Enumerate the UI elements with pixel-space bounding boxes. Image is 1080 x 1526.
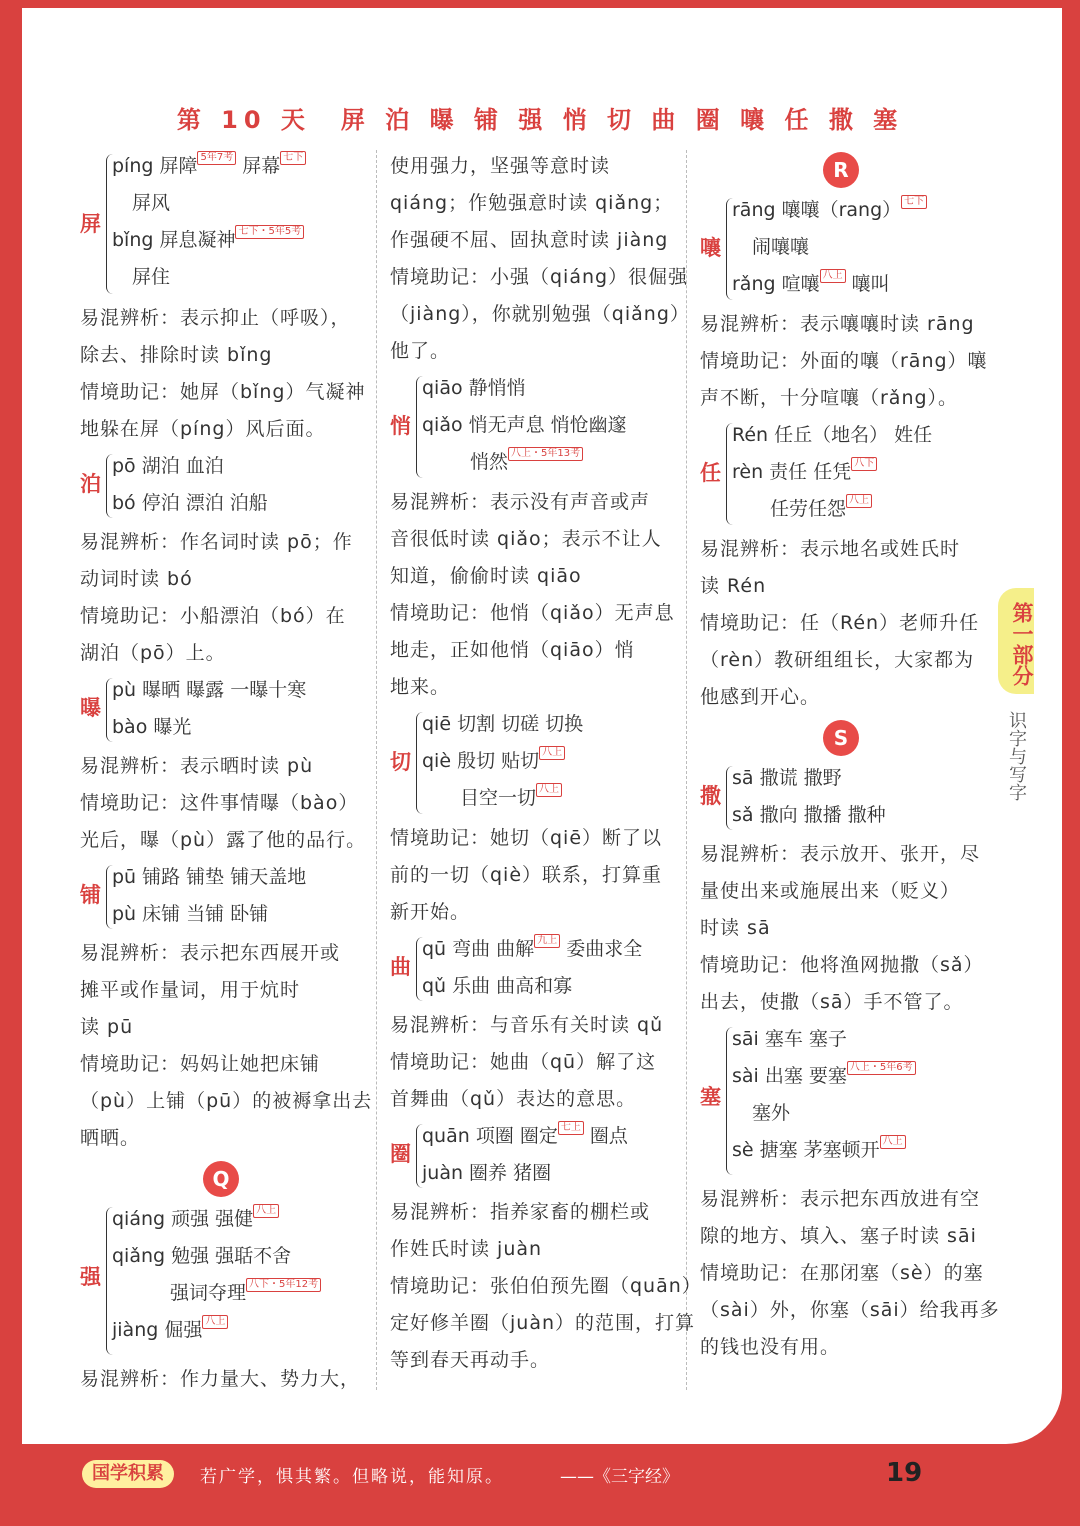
- footer: [0, 1452, 1080, 1496]
- footer-quote: 若广学，惧其繁。但略说，能知原。: [200, 1467, 504, 1487]
- tag: 八上: [202, 1315, 228, 1329]
- note-line: 除去、排除时读 bǐng: [80, 344, 273, 366]
- reading: sài 出塞 要塞: [732, 1065, 847, 1087]
- reading: qiē 切割 切磋 切换: [422, 713, 584, 735]
- note-line: 情境助记：任（Rén）老师升任: [700, 612, 980, 634]
- tag: 七下: [280, 151, 306, 165]
- note-line: 情境助记：他将渔网抛撒（sǎ）: [700, 954, 984, 976]
- note-line: 情境助记：张伯伯预先圈（quān）: [390, 1275, 702, 1297]
- tag: 八上: [880, 1135, 906, 1149]
- note-line: 情境助记：这件事情曝（bào）: [80, 792, 359, 814]
- entry-char: 圈: [390, 1142, 411, 1166]
- reading: sāi 塞车 塞子: [732, 1028, 847, 1050]
- tag: 八上: [820, 269, 846, 283]
- reading: 任劳任怨: [770, 498, 847, 520]
- note-line: 声不断，十分喧嚷（rǎng）。: [700, 387, 959, 409]
- entry-sai: [700, 1021, 982, 1181]
- note-line: qiáng；作勉强意时读 qiǎng；: [390, 192, 674, 214]
- brace: [726, 198, 733, 300]
- note-line: 易混辨析：表示把东西放进有空: [700, 1188, 981, 1210]
- reading: bǐng 屏息凝神: [112, 229, 236, 251]
- note-line: （rèn）教研组组长，大家都为: [700, 649, 975, 671]
- note-line: 前的一切（qiè）联系，打算重: [390, 864, 663, 886]
- note-line: 情境助记：他悄（qiǎo）无声息: [390, 602, 675, 624]
- entry-ping: [80, 148, 362, 300]
- note-line: 易混辨析：表示把东西展开或: [80, 942, 341, 964]
- entry-qie: [390, 706, 680, 820]
- brace: [106, 678, 113, 742]
- reading: 委曲求全: [566, 938, 643, 960]
- brace: [726, 766, 733, 830]
- note-line: 情境助记：她曲（qū）解了这: [390, 1051, 657, 1073]
- note-line: 读 Rén: [700, 575, 767, 597]
- note-line: 首舞曲（qǔ）表达的意思。: [390, 1088, 637, 1110]
- tag: 八上・5年13考: [508, 447, 583, 461]
- reading: bào 曝光: [112, 716, 192, 738]
- note-line: 地来。: [390, 676, 451, 698]
- reading: qiǎo 悄无声息 悄怆幽邃: [422, 414, 627, 436]
- tag: 九上: [534, 934, 560, 948]
- reading: 悄然: [470, 451, 509, 473]
- note-line: 音很低时读 qiǎo；表示不让人: [390, 528, 662, 550]
- note-line: 情境助记：在那闭塞（sè）的塞: [700, 1262, 984, 1284]
- reading: 屏住: [132, 266, 171, 288]
- reading: píng 屏障: [112, 155, 198, 177]
- entry-quan: [390, 1118, 680, 1194]
- entry-rang: [700, 192, 982, 306]
- reading: 塞外: [752, 1102, 791, 1124]
- entry-pu: [80, 672, 362, 748]
- entry-char: 任: [700, 461, 721, 485]
- reading: bó 停泊 漂泊 泊船: [112, 492, 268, 514]
- note-line: 易混辨析：表示没有声音或声: [390, 491, 651, 513]
- footer-badge: 国学积累: [82, 1460, 174, 1488]
- reading: qǔ 乐曲 曲高和寡: [422, 975, 573, 997]
- reading: rāng 嚷嚷（rang）: [732, 199, 902, 221]
- brace: [416, 1124, 423, 1188]
- reading: Rén 任丘（地名） 姓任: [732, 424, 933, 446]
- note-line: 隙的地方、填入、塞子时读 sāi: [700, 1225, 977, 1247]
- frame: [0, 0, 1080, 8]
- entry-sa: [700, 760, 982, 836]
- note-line: 湖泊（pō）上。: [80, 642, 226, 664]
- footer-source: ——《三字经》: [560, 1467, 679, 1487]
- tag: 八上・5年6考: [847, 1061, 916, 1075]
- reading: 屏风: [132, 192, 171, 214]
- reading: quān 项圈 圈定: [422, 1125, 558, 1147]
- note-line: 易混辨析：表示地名或姓氏时: [700, 538, 961, 560]
- brace: [416, 712, 423, 814]
- entry-char: 泊: [80, 472, 101, 496]
- entry-qiang: [80, 1201, 362, 1361]
- letter-badge: S: [823, 720, 859, 756]
- note-line: 易混辨析：表示抑止（呼吸），: [80, 307, 351, 329]
- entry-bo: [80, 448, 362, 524]
- brace: [106, 1207, 113, 1355]
- reading: 圈点: [589, 1125, 628, 1147]
- note-line: 情境助记：外面的嚷（rāng）嚷: [700, 350, 988, 372]
- entry-char: 屏: [80, 212, 101, 236]
- entry-char: 铺: [80, 883, 101, 907]
- note-line: 时读 sā: [700, 917, 771, 939]
- reading: pō 湖泊 血泊: [112, 455, 224, 477]
- note-line: 摊平或作量词，用于炕时: [80, 979, 301, 1001]
- note-line: 光后，曝（pù）露了他的品行。: [80, 829, 367, 851]
- tag: 八上: [539, 746, 565, 760]
- note-line: 新开始。: [390, 901, 471, 923]
- note-line: 知道，偷偷时读 qiāo: [390, 565, 582, 587]
- note-line: 易混辨析：与音乐有关时读 qǔ: [390, 1014, 664, 1036]
- note-line: 情境助记：妈妈让她把床铺: [80, 1053, 321, 1075]
- note-line: 地走，正如他悄（qiāo）悄: [390, 639, 635, 661]
- reading: pū 铺路 铺垫 铺天盖地: [112, 866, 307, 888]
- entry-qiao: [390, 370, 680, 484]
- reading: rǎng 喧嚷: [732, 273, 820, 295]
- brace: [726, 423, 733, 525]
- reading: rèn 责任 任凭: [732, 461, 852, 483]
- reading: qiāo 静悄悄: [422, 377, 526, 399]
- note-line: 量使出来或施展出来（贬义）: [700, 880, 961, 902]
- reading: 强词夺理: [170, 1282, 247, 1304]
- entry-char: 悄: [390, 414, 411, 438]
- brace: [106, 154, 113, 294]
- divider: [376, 150, 377, 1390]
- reading: sè 搪塞 茅塞顿开: [732, 1139, 880, 1161]
- note-line: 作姓氏时读 juàn: [390, 1238, 543, 1260]
- note-line: 情境助记：小船漂泊（bó）在: [80, 605, 346, 627]
- reading: qiè 殷切 贴切: [422, 750, 540, 772]
- reading: qiǎng 勉强 强聒不舍: [112, 1245, 292, 1267]
- brace: [726, 1027, 733, 1175]
- entry-pu2: [80, 859, 362, 935]
- tag: 八上: [253, 1204, 279, 1218]
- brace: [416, 937, 423, 1001]
- reading: 屏幕: [242, 155, 281, 177]
- page-number: 19: [886, 1458, 923, 1488]
- note-line: 易混辨析：作名词时读 pō；作: [80, 531, 353, 553]
- note-line: 作强硬不屈、固执意时读 jiàng: [390, 229, 669, 251]
- reading: 目空一切: [460, 787, 537, 809]
- divider: [686, 150, 687, 1390]
- entry-qu: [390, 931, 680, 1007]
- reading: pù 曝晒 曝露 一曝十寒: [112, 679, 307, 701]
- tag: 七下: [901, 195, 927, 209]
- entry-char: 嚷: [700, 236, 721, 260]
- entry-char: 撒: [700, 784, 721, 808]
- reading: juàn 圈养 猪圈: [422, 1162, 552, 1184]
- note-line: 易混辨析：表示放开、张开，尽: [700, 843, 981, 865]
- note-line: 他感到开心。: [700, 686, 821, 708]
- note-line: 定好修羊圈（juàn）的范围，打算: [390, 1312, 696, 1334]
- brace: [106, 454, 113, 518]
- letter-badge: R: [823, 152, 859, 188]
- note-line: 的钱也没有用。: [700, 1336, 841, 1358]
- reading: sā 撒谎 撒野: [732, 767, 842, 789]
- tag: 八下: [851, 457, 877, 471]
- reading: qū 弯曲 曲解: [422, 938, 535, 960]
- note-line: 易混辨析：表示晒时读 pù: [80, 755, 314, 777]
- note-line: 使用强力，坚强等意时读: [390, 155, 611, 177]
- letter-badge: Q: [203, 1161, 239, 1197]
- reading: 嚷叫: [851, 273, 890, 295]
- note-line: 动词时读 bó: [80, 568, 193, 590]
- note-line: 读 pū: [80, 1016, 134, 1038]
- note-line: 情境助记：她屏（bǐng）气凝神: [80, 381, 366, 403]
- entry-char: 强: [80, 1265, 101, 1289]
- brace: [106, 865, 113, 929]
- note-line: 易混辨析：作力量大、势力大，: [80, 1368, 361, 1390]
- entry-ren: [700, 417, 982, 531]
- note-line: 等到春天再动手。: [390, 1349, 551, 1371]
- tag: 八上: [536, 783, 562, 797]
- tag: 八下・5年12考: [246, 1278, 321, 1292]
- entry-char: 切: [390, 750, 411, 774]
- note-line: 情境助记：小强（qiáng）很倔强: [390, 266, 689, 288]
- page-title: 第 10 天 屏 泊 曝 铺 强 悄 切 曲 圈 嚷 任 撒 塞: [176, 106, 904, 134]
- reading: pù 床铺 当铺 卧铺: [112, 903, 269, 925]
- entry-char: 曲: [390, 955, 411, 979]
- tag: 5年7考: [197, 151, 236, 165]
- tag: 七上: [558, 1121, 584, 1135]
- reading: jiàng 倔强: [112, 1319, 203, 1341]
- section-subtitle: 识字与写字: [1006, 711, 1027, 801]
- entry-char: 曝: [80, 696, 101, 720]
- note-line: 出去，使撒（sā）手不管了。: [700, 991, 964, 1013]
- note-line: （jiàng），你就别勉强（qiǎng）: [390, 303, 690, 325]
- note-line: 易混辨析：指养家畜的棚栏或: [390, 1201, 651, 1223]
- note-line: 他了。: [390, 340, 451, 362]
- column-1: [80, 148, 373, 1398]
- tag: 七下・5年5考: [235, 225, 304, 239]
- note-line: 晒晒。: [80, 1127, 141, 1149]
- section-tab: 第一部分: [998, 588, 1034, 694]
- column-3: [700, 148, 1000, 1366]
- brace: [416, 376, 423, 478]
- note-line: 地躲在屏（píng）风后面。: [80, 418, 326, 440]
- reading: qiáng 顽强 强健: [112, 1208, 254, 1230]
- tag: 八上: [846, 494, 872, 508]
- entry-char: 塞: [700, 1085, 721, 1109]
- note-line: 情境助记：她切（qiē）断了以: [390, 827, 663, 849]
- note-line: 易混辨析：表示嚷嚷时读 rāng: [700, 313, 975, 335]
- column-2: [390, 148, 702, 1379]
- note-line: （sài）外，你塞（sāi）给我再多: [700, 1299, 1000, 1321]
- reading: sǎ 撒向 撒播 撒种: [732, 804, 886, 826]
- note-line: （pù）上铺（pū）的被褥拿出去: [80, 1090, 373, 1112]
- reading: 闹嚷嚷: [752, 236, 810, 258]
